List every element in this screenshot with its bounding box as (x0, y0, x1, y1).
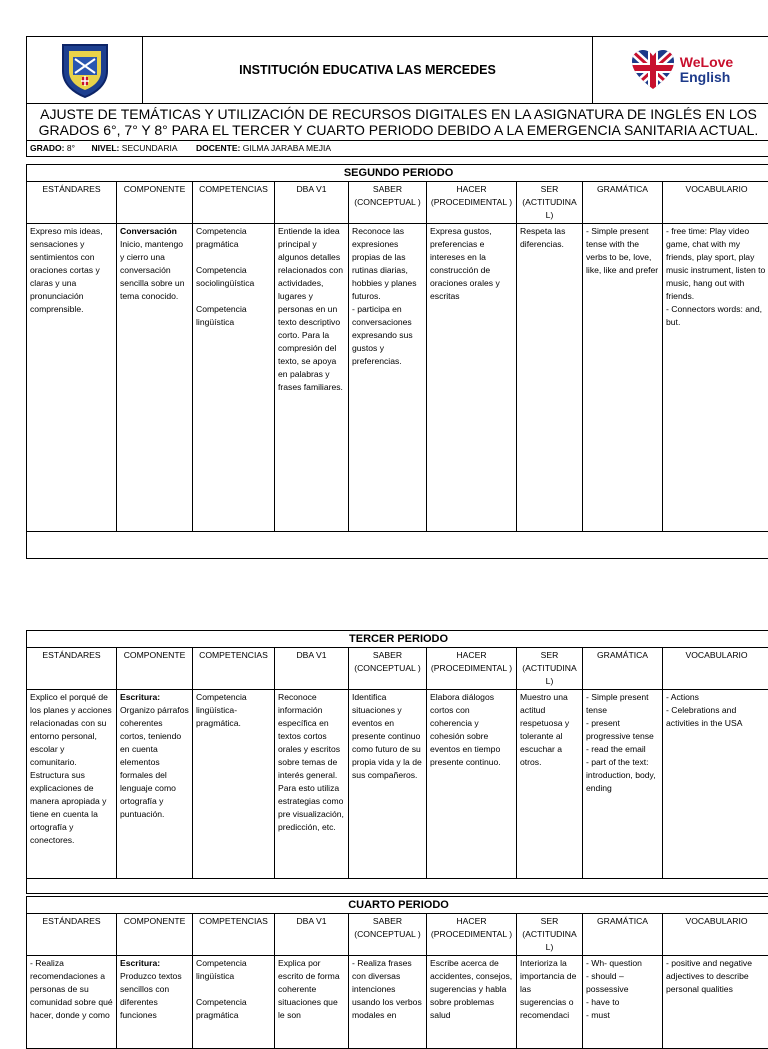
cell-text: - free time: Play video game, chat with my friends, play sport, play music instrument, listen to music, hang out with friends. - Connectors words: and, but. (666, 225, 767, 329)
header-table (26, 36, 768, 157)
column-header-gramatica: GRAMÁTICA (583, 648, 663, 690)
cell-estandares (27, 690, 117, 879)
cell-dba (275, 956, 349, 1049)
cell-vocabulario (663, 690, 768, 879)
tercer-periodo-block (26, 630, 768, 894)
cell-text: Explica por escrito de forma coherente situaciones que le son (278, 957, 345, 1022)
column-header-hacer: HACER (PROCEDIMENTAL ) (427, 648, 517, 690)
cell-text: Explico el porqué de los planes y acciones relacionadas con su entorno personal, escolar y comunitario. Estructura sus explicaciones de manera apropiada y tiene en cuenta la ortografía y conectores. (30, 691, 113, 847)
brand-love: Love (701, 54, 734, 70)
column-header-dba: DBA V1 (275, 182, 349, 224)
column-header-componente: COMPONENTE (117, 182, 193, 224)
column-header-gramatica: GRAMÁTICA (583, 182, 663, 224)
cell-ser (517, 224, 583, 532)
cell-text: Expresa gustos, preferencias e intereses en la construcción de oraciones orales y escritas (430, 225, 513, 303)
column-header-competencias: COMPETENCIAS (193, 914, 275, 956)
cell-text: Produzco textos sencillos con diferentes funciones (120, 970, 189, 1022)
column-header-ser: SER (ACTITUDINA L) (517, 648, 583, 690)
cell-competencias (193, 956, 275, 1049)
cell-componente (117, 956, 193, 1049)
cell-text: Organizo párrafos coherentes cortos, teniendo en cuenta elementos formales del lenguaje como ortografía y puntuación. (120, 704, 189, 821)
column-header-competencias: COMPETENCIAS (193, 182, 275, 224)
column-header-vocabulario: VOCABULARIO (663, 182, 768, 224)
grado-label: GRADO: (30, 143, 64, 153)
column-header-estandares: ESTÁNDARES (27, 182, 117, 224)
cell-text: Respeta las diferencias. (520, 225, 579, 251)
cell-hacer (427, 690, 517, 879)
table-row (27, 956, 768, 1049)
brand-wordmark (680, 55, 733, 85)
cell-text: Escribe acerca de accidentes, consejos, sugerencias y habla sobre problemas salud (430, 957, 513, 1022)
cell-competencias (193, 690, 275, 879)
column-header-componente: COMPONENTE (117, 648, 193, 690)
cell-text: Reconoce las expresiones propias de las rutinas diarias, hobbies y planes futuros. - participa en conversaciones expresando sus gustos y preferencias. (352, 225, 423, 368)
cell-text: Competencia lingüística Competencia pragmática (196, 957, 271, 1022)
segundo-periodo-block (26, 164, 768, 559)
cell-text: - Realiza recomendaciones a personas de su comunidad sobre qué hacer, donde y como (30, 957, 113, 1022)
column-header-hacer: HACER (PROCEDIMENTAL ) (427, 914, 517, 956)
cell-ser (517, 956, 583, 1049)
cell-vocabulario (663, 956, 768, 1049)
column-header-saber: SABER (CONCEPTUAL ) (349, 182, 427, 224)
column-header-competencias: COMPETENCIAS (193, 648, 275, 690)
school-shield-icon (55, 41, 115, 99)
column-header-vocabulario: VOCABULARIO (663, 648, 768, 690)
componente-title: Conversación (120, 226, 177, 236)
cell-componente (117, 224, 193, 532)
cell-hacer (427, 956, 517, 1049)
componente-title: Escritura: (120, 958, 160, 968)
cell-text: - Wh- question - should – possessive - have to - must (586, 957, 659, 1022)
table-row (27, 224, 768, 532)
cell-competencias (193, 224, 275, 532)
cell-text: Identifica situaciones y eventos en presente continuo como futuro de su propia vida y la de sus compañeros. (352, 691, 423, 782)
cell-text: - Simple present tense - present progressive tense - read the email - part of the text: introduction, body, ending (586, 691, 659, 795)
cell-ser (517, 690, 583, 879)
column-header-saber: SABER (CONCEPTUAL ) (349, 914, 427, 956)
cell-text: Reconoce información específica en textos cortos orales y escritos sobre temas de interés general. Para esto utiliza estrategias como pre visualización, predicción, etc. (278, 691, 345, 834)
institution-name: INSTITUCIÓN EDUCATIVA LAS MERCEDES (143, 37, 593, 104)
cell-saber (349, 690, 427, 879)
cell-text: - positive and negative adjectives to describe personal qualities (666, 957, 767, 996)
componente-title: Escritura: (120, 692, 160, 702)
cell-dba (275, 690, 349, 879)
cell-dba (275, 224, 349, 532)
cell-text: - Realiza frases con diversas intenciones usando los verbos modales en (352, 957, 423, 1022)
column-header-dba: DBA V1 (275, 648, 349, 690)
cell-text: Elabora diálogos cortos con coherencia y cohesión sobre eventos en tiempo presente continuo. (430, 691, 513, 769)
column-header-gramatica: GRAMÁTICA (583, 914, 663, 956)
cell-estandares (27, 224, 117, 532)
blank-row (27, 879, 768, 894)
cell-text: Expreso mis ideas, sensaciones y sentimientos con oraciones cortas y claras y una pronunciación comprensible. (30, 225, 113, 316)
cell-vocabulario (663, 224, 768, 532)
brand-english: English (680, 69, 731, 85)
cell-estandares (27, 956, 117, 1049)
nivel-value: SECUNDARIA (122, 143, 177, 153)
period-title: CUARTO PERIODO (27, 897, 768, 914)
period-table (26, 896, 768, 1049)
cell-gramatica (583, 956, 663, 1049)
blank-row (27, 532, 768, 559)
column-header-ser: SER (ACTITUDINA L) (517, 914, 583, 956)
column-header-vocabulario: VOCABULARIO (663, 914, 768, 956)
cell-text: - Simple present tense with the verbs to be, love, like, like and prefer (586, 225, 659, 277)
table-row (27, 690, 768, 879)
period-table (26, 164, 768, 559)
column-header-ser: SER (ACTITUDINA L) (517, 182, 583, 224)
uk-heart-flag-icon (630, 49, 676, 91)
cell-text: Interioriza la importancia de las sugerencias o recomendaci (520, 957, 579, 1022)
cell-saber (349, 956, 427, 1049)
column-header-estandares: ESTÁNDARES (27, 914, 117, 956)
column-header-saber: SABER (CONCEPTUAL ) (349, 648, 427, 690)
grado-value: 8° (67, 143, 75, 153)
column-header-hacer: HACER (PROCEDIMENTAL ) (427, 182, 517, 224)
cell-text: Competencia pragmática Competencia sociolingüística Competencia lingüística (196, 225, 271, 329)
cuarto-periodo-block (26, 896, 768, 1049)
cell-componente (117, 690, 193, 879)
period-title: TERCER PERIODO (27, 631, 768, 648)
nivel-label: NIVEL: (92, 143, 120, 153)
column-header-estandares: ESTÁNDARES (27, 648, 117, 690)
cell-text: - Actions - Celebrations and activities in the USA (666, 691, 767, 730)
docente-value: GILMA JARABA MEJIA (243, 143, 331, 153)
header-block (26, 36, 768, 157)
cell-text: Competencia lingüística-pragmática. (196, 691, 271, 730)
cell-saber (349, 224, 427, 532)
column-header-componente: COMPONENTE (117, 914, 193, 956)
grado-line (27, 141, 768, 157)
cell-text: Muestro una actitud respetuosa y tolerante al escuchar a otros. (520, 691, 579, 769)
brand-logo-cell (593, 37, 768, 104)
column-header-dba: DBA V1 (275, 914, 349, 956)
period-table (26, 630, 768, 894)
docente-label: DOCENTE: (196, 143, 240, 153)
cell-hacer (427, 224, 517, 532)
cell-gramatica (583, 224, 663, 532)
period-title: SEGUNDO PERIODO (27, 165, 768, 182)
ajuste-title: AJUSTE DE TEMÁTICAS Y UTILIZACIÓN DE RECURSOS DIGITALES EN LA ASIGNATURA DE INGLÉS EN LOS GRADOS 6°, 7° Y 8° PARA EL TERCER Y CUARTO PERIODO DEBIDO A LA EMERGENCIA SANITARIA ACTUAL. (27, 104, 768, 141)
brand-we: We (680, 54, 701, 70)
cell-text: Entiende la idea principal y algunos detalles relacionados con actividades, lugares y personas en un texto descriptivo corto. Para la compresión del texto, se apoya en palabras y frases familiares. (278, 225, 345, 394)
cell-gramatica (583, 690, 663, 879)
cell-text: Inicio, mantengo y cierro una conversación sencilla sobre un tema conocido. (120, 238, 189, 303)
school-logo-cell (27, 37, 143, 104)
